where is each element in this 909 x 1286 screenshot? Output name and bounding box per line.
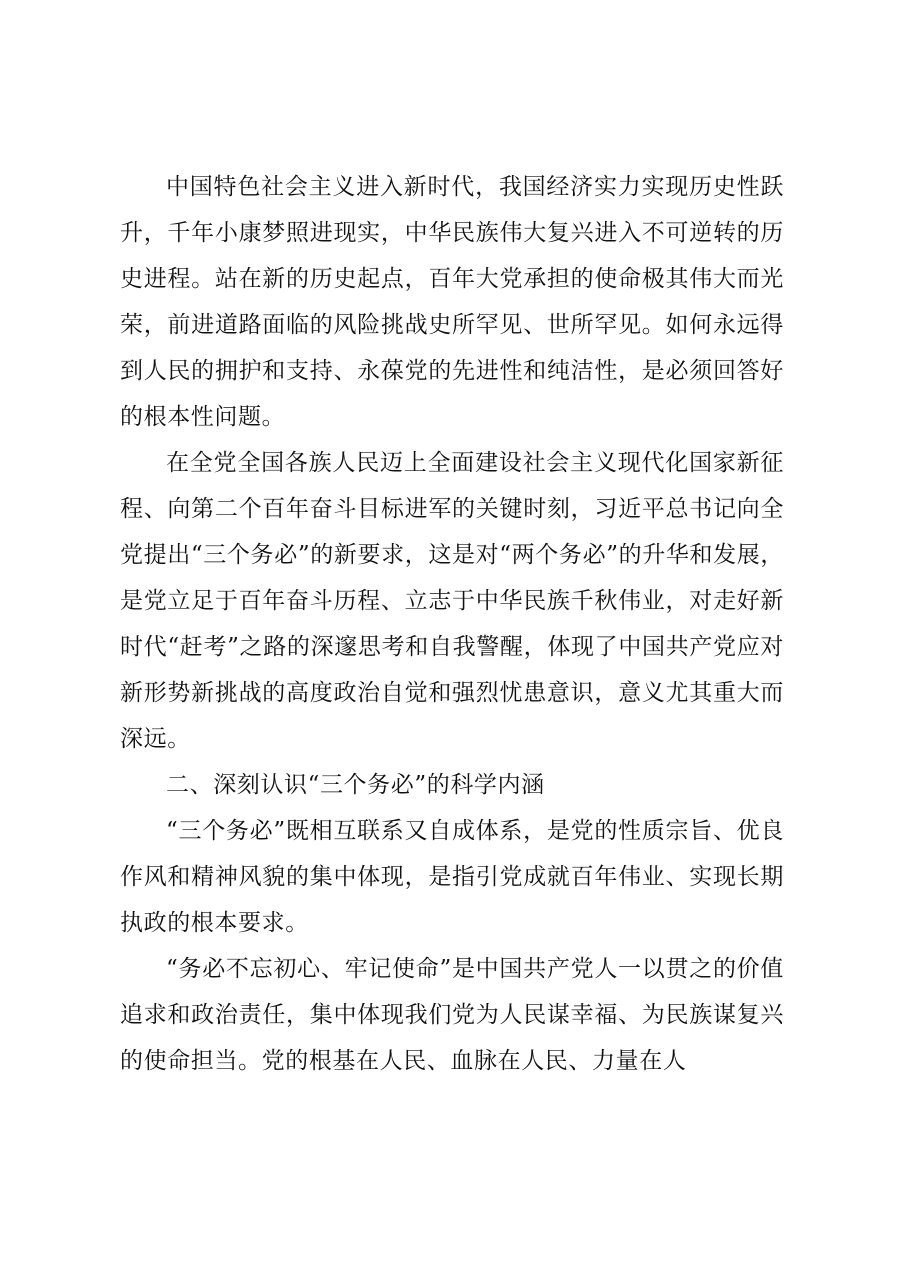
paragraph-3: “三个务必”既相互联系又自成体系，是党的性质宗旨、优良作风和精神风貌的集中体现，是指引党成就百年伟业、实现长期执政的根本要求。: [120, 818, 784, 936]
paragraph-1: 中国特色社会主义进入新时代，我国经济实力实现历史性跃升，千年小康梦照进现实，中华民族伟大复兴进入不可逆转的历史进程。站在新的历史起点，百年大党承担的使命极其伟大而光荣，前进道路面临的风险挑战史所罕见、世所罕见。如何永远得到人民的拥护和支持、永葆党的先进性和纯洁性，是必须回答好的根本性问题。: [120, 174, 784, 430]
paragraph-2: 在全党全国各族人民迈上全面建设社会主义现代化国家新征程、向第二个百年奋斗目标进军的关键时刻，习近平总书记向全党提出“三个务必”的新要求，这是对“两个务必”的升华和发展，是党立足于百年奋斗历程、立志于中华民族千秋伟业，对走好新时代“赶考”之路的深邃思考和自我警醒，体现了中国共产党应对新形势新挑战的高度政治自觉和强烈忧患意识，意义尤其重大而深远。: [120, 450, 784, 752]
document-body: [120, 164, 784, 1084]
paragraph-4: “务必不忘初心、牢记使命”是中国共产党人一以贯之的价值追求和政治责任，集中体现我们党为人民谋幸福、为民族谋复兴的使命担当。党的根基在人民、血脉在人民、力量在人: [120, 956, 784, 1074]
section-heading: 二、深刻认识“三个务必”的科学内涵: [166, 772, 545, 798]
